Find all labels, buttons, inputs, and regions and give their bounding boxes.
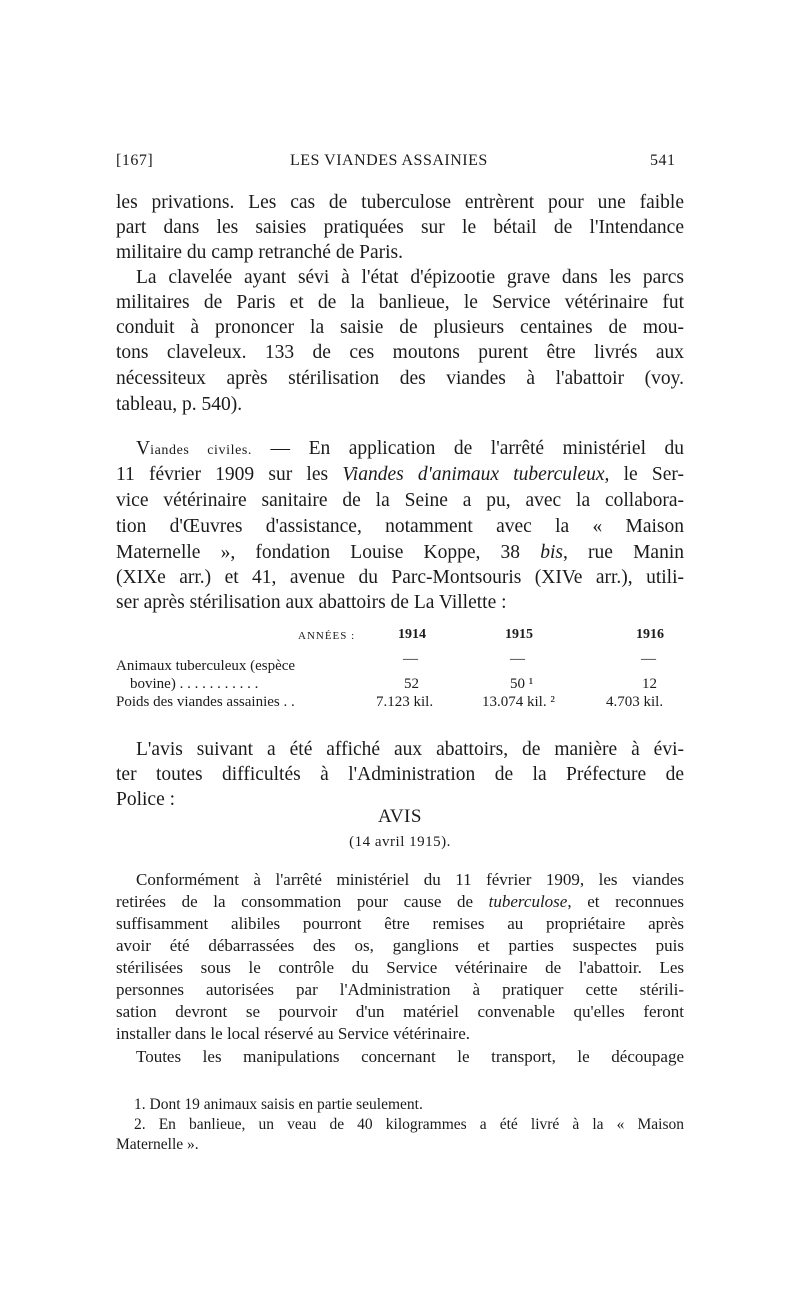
notice-line: suffisamment alibiles pourront être remises au propriétaire après (116, 914, 684, 933)
notice-line: stérilisées sous le contrôle du Service vétérinaire de l'abattoir. Les (116, 958, 684, 977)
body-line: vice vétérinaire sanitaire de la Seine a pu, avec la collabora- (116, 490, 684, 511)
italic-word: bis (540, 542, 563, 563)
body-text: , rue Manin (563, 542, 685, 563)
table-row-label: Animaux tuberculeux (espèce (116, 658, 296, 674)
body-text: — En application de l'arrêté ministériel du (252, 438, 685, 459)
table-cell: 50 ¹ (510, 676, 534, 692)
body-line (116, 462, 684, 487)
body-line: ter toutes difficultés à l'Administration de la Préfecture de (116, 764, 684, 785)
body-line: militaire du camp retranché de Paris. (116, 242, 403, 263)
notice-date: (14 avril 1915). (349, 834, 451, 850)
notice-title: AVIS (378, 806, 422, 827)
table-leader-dots: . . . . . . . . . . . (179, 676, 259, 692)
page-reference: [167] (116, 152, 154, 169)
body-line: ser après stérilisation aux abattoirs de La Villette : (116, 592, 507, 613)
notice-line: Conformément à l'arrêté ministériel du 11 février 1909, les viandes (136, 870, 684, 889)
notice-line: personnes autorisées par l'Administration à pratiquer cette stérili- (116, 980, 684, 999)
body-line: nécessiteux après stérilisation des viandes à l'abattoir (voy. (116, 368, 684, 389)
table-year-1914: 1914 (398, 627, 426, 642)
notice-text: retirées de la consommation pour cause de (116, 892, 489, 911)
notice-line: installer dans le local réservé au Service vétérinaire. (116, 1024, 470, 1043)
table-year-1915: 1915 (505, 627, 533, 642)
body-line: tableau, p. 540). (116, 394, 243, 415)
body-line: (XIXe arr.) et 41, avenue du Parc-Montsouris (XIVe arr.), utili- (116, 567, 684, 588)
table-dash: — (403, 651, 418, 667)
body-text: , le Ser- (604, 464, 684, 485)
notice-line: Toutes les manipulations concernant le transport, le découpage (136, 1047, 684, 1066)
table-row-label (130, 676, 258, 693)
body-line: La clavelée ayant sévi à l'état d'épizootie grave dans les parcs (136, 267, 684, 288)
italic-word: tuberculose (488, 892, 568, 911)
body-line: Police : (116, 789, 176, 810)
table-cell: 13.074 kil. ² (482, 694, 555, 710)
body-line: L'avis suivant a été affiché aux abattoirs, de manière à évi- (136, 739, 684, 760)
notice-text: , et reconnues (567, 892, 684, 911)
italic-title: Viandes d'animaux tuberculeux (342, 464, 605, 485)
body-line (116, 540, 684, 565)
page-number: 541 (650, 152, 676, 169)
body-line: tons claveleux. 133 de ces moutons purent être livrés aux (116, 342, 684, 363)
notice-line (116, 891, 684, 913)
body-line: part dans les saisies pratiquées sur le bétail de l'Intendance (116, 217, 684, 238)
section-heading-initial: V (136, 438, 151, 459)
body-line: conduit à prononcer la saisie de plusieurs centaines de mou- (116, 317, 684, 338)
table-row-label-text: bovine) (130, 676, 176, 692)
table-dash: — (510, 651, 525, 667)
body-text: Maternelle », fondation Louise Koppe, 38 (116, 542, 541, 563)
footnote-1: 1. Dont 19 animaux saisis en partie seulement. (134, 1096, 423, 1113)
notice-line: avoir été débarrassées des os, ganglions et parties suspectes puis (116, 936, 684, 955)
body-line: les privations. Les cas de tuberculose entrèrent pour une faible (116, 192, 684, 213)
running-title: LES VIANDES ASSAINIES (290, 152, 488, 169)
notice-line: sation devront se pourvoir d'un matériel convenable qu'elles feront (116, 1002, 684, 1021)
footnote-2: 2. En banlieue, un veau de 40 kilogrammes a été livré à la « Maison (134, 1116, 684, 1133)
section-heading-line (136, 436, 684, 463)
body-line: tion d'Œuvres d'assistance, notamment avec la « Maison (116, 516, 684, 537)
table-header-label: ANNÉES : (298, 630, 356, 642)
section-heading-rest: iandes civiles. (150, 443, 253, 458)
table-cell: 12 (642, 676, 657, 692)
table-cell: 4.703 kil. (606, 694, 664, 710)
footnote-2-continued: Maternelle ». (116, 1136, 199, 1153)
table-dash: — (641, 651, 656, 667)
table-row-label: Poids des viandes assainies . . (116, 694, 295, 710)
table-year-1916: 1916 (636, 627, 664, 642)
body-text: 11 février 1909 sur les (116, 464, 343, 485)
body-line: militaires de Paris et de la banlieue, le Service vétérinaire fut (116, 292, 684, 313)
table-cell: 52 (404, 676, 419, 692)
table-cell: 7.123 kil. (376, 694, 434, 710)
